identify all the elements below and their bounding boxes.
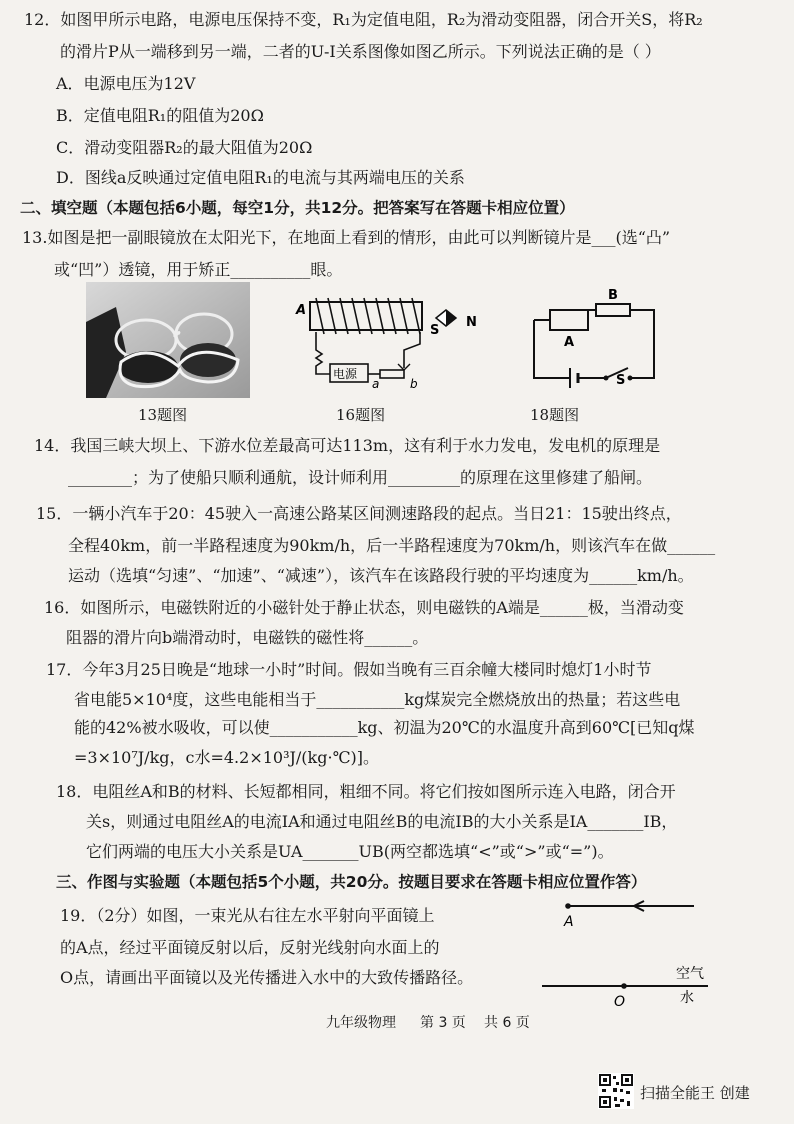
q12-option-c: C．滑动变阻器R₂的最大阻值为20Ω bbox=[56, 138, 313, 157]
q12-option-b: B．定值电阻R₁的阻值为20Ω bbox=[56, 106, 264, 125]
figure-19-label-a: A bbox=[564, 914, 574, 930]
q17-line-1: 17．今年3月25日晚是“地球一小时”时间。假如当晚有三百余幢大楼同时熄灯1小时节 bbox=[46, 660, 652, 679]
q17-line-3: 能的42%被水吸收，可以使___________kg、初温为20℃的水温度升高到60℃[已知q煤 bbox=[74, 718, 695, 737]
q13-line-1: 13.如图是把一副眼镜放在太阳光下，在地面上看到的情形，由此可以判断镜片是___(选“凸” bbox=[22, 228, 671, 247]
q12-line-2: 的滑片P从一端移到另一端，二者的U-I关系图像如图乙所示。下列说法正确的是（ ） bbox=[60, 42, 661, 61]
scanner-watermark-text: 扫描全能王 创建 bbox=[640, 1084, 750, 1102]
q16-line-2: 阻器的滑片向b端滑动时，电磁铁的磁性将______。 bbox=[66, 628, 429, 647]
q17-line-2: 省电能5×10⁴度，这些电能相当于___________kg煤炭完全燃烧放出的热量；若这些电 bbox=[74, 690, 681, 709]
q14-line-2: ________；为了使船只顺利通航，设计师利用_________的原理在这里修建了船闸。 bbox=[68, 468, 653, 487]
section-3-heading: 三、作图与实验题（本题包括5个小题，共20分。按题目要求在答题卡相应位置作答） bbox=[56, 873, 647, 891]
q12-option-d: D．图线a反映通过定值电阻R₁的电流与其两端电压的关系 bbox=[56, 168, 465, 187]
figure-18-label-s: S bbox=[616, 373, 626, 388]
q16-line-1: 16．如图所示，电磁铁附近的小磁针处于静止状态，则电磁铁的A端是______极，当滑动变 bbox=[44, 598, 684, 617]
figure-16-label-n: N bbox=[466, 315, 477, 330]
figure-16-label-a: a bbox=[372, 377, 380, 391]
footer-subject: 九年级物理 bbox=[326, 1015, 396, 1031]
q14-line-1: 14．我国三峡大坝上、下游水位差最高可达113m，这有利于水力发电，发电机的原理是 bbox=[34, 436, 661, 455]
figure-16-electromagnet-circuit bbox=[294, 292, 494, 392]
q19-line-3: O点，请画出平面镜以及光传播进入水中的大致传播路径。 bbox=[60, 968, 474, 987]
q18-line-2: 关s，则通过电阻丝A的电流IA和通过电阻丝B的电流IB的大小关系是IA_______IB， bbox=[86, 812, 678, 831]
q15-line-3: 运动（选填“匀速”、“加速”、“减速”），该汽车在该路段行驶的平均速度为______km/h。 bbox=[68, 566, 694, 585]
q18-line-3: 它们两端的电压大小关系是UA_______UB(两空都选填“<”或“>”或“=”)。 bbox=[86, 842, 614, 861]
q17-line-4: =3×10⁷J/kg，c水=4.2×10³J/(kg·℃)]。 bbox=[74, 748, 379, 767]
figure-13-glasses-photo bbox=[86, 282, 250, 398]
q13-line-2: 或“凹”）透镜，用于矫正__________眼。 bbox=[54, 260, 343, 279]
footer-page-number: 第 3 页 bbox=[420, 1015, 466, 1031]
footer-total-pages: 共 6 页 bbox=[484, 1015, 530, 1031]
q19-line-1: 19．（2分）如图，一束光从右往左水平射向平面镜上 bbox=[60, 906, 435, 925]
figure-16-caption: 16题图 bbox=[336, 406, 386, 424]
q15-line-2: 全程40km，前一半路程速度为90km/h，后一半路程速度为70km/h，则该汽车在做______ bbox=[68, 536, 716, 555]
figure-18-label-b: B bbox=[608, 288, 618, 303]
figure-18-circuit bbox=[526, 284, 666, 388]
q12-option-a: A．电源电压为12V bbox=[56, 74, 196, 93]
section-2-heading: 二、填空题（本题包括6小题，每空1分，共12分。把答案写在答题卡相应位置） bbox=[20, 199, 575, 217]
figure-16-label-b: b bbox=[410, 377, 418, 391]
figure-13-caption: 13题图 bbox=[138, 406, 188, 424]
q18-line-1: 18．电阻丝A和B的材料、长短都相同，粗细不同。将它们按如图所示连入电路，闭合开 bbox=[56, 782, 676, 801]
qr-code-icon bbox=[598, 1073, 634, 1109]
figure-19-label-air: 空气 bbox=[676, 966, 704, 982]
figure-18-label-a: A bbox=[564, 335, 575, 350]
figure-18-caption: 18题图 bbox=[530, 406, 580, 424]
figure-19-label-water: 水 bbox=[680, 990, 694, 1006]
figure-16-label-s: S bbox=[430, 323, 440, 338]
figure-16-label-source: 电源 bbox=[333, 367, 358, 381]
q12-line-1: 12．如图甲所示电路，电源电压保持不变，R₁为定值电阻，R₂为滑动变阻器，闭合开关S，将R₂ bbox=[24, 10, 703, 29]
figure-19-label-o: O bbox=[614, 994, 626, 1010]
figure-16-label-a-end: A bbox=[296, 303, 307, 318]
figure-19-light-diagram bbox=[540, 894, 710, 1010]
q15-line-1: 15．一辆小汽车于20：45驶入一高速公路某区间测速路段的起点。当日21：15驶出终点， bbox=[36, 504, 682, 523]
q19-line-2: 的A点，经过平面镜反射以后，反射光线射向水面上的 bbox=[60, 938, 440, 957]
